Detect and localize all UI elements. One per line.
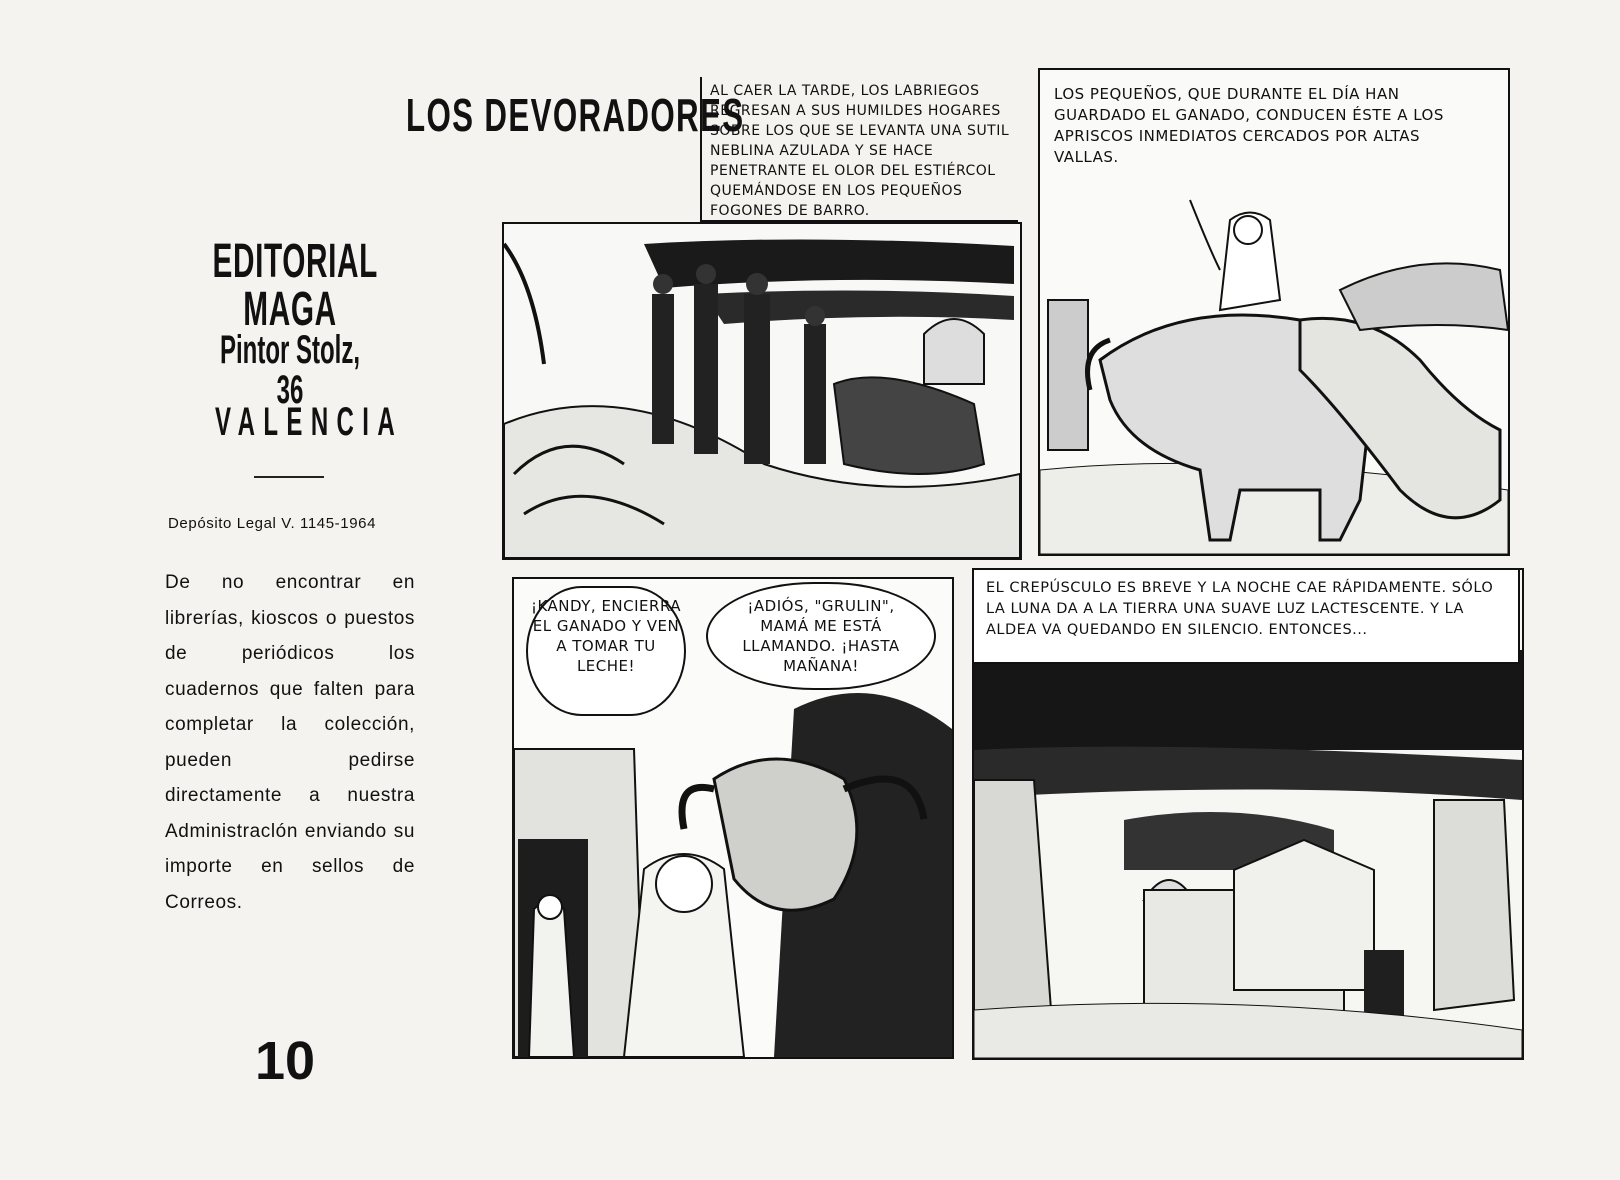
publisher-street: Pintor Stolz, 36 <box>219 328 360 412</box>
speech-bubble-mother <box>526 586 686 716</box>
publisher-city: VALENCIA <box>215 400 404 444</box>
panel-2-caption: LOS PEQUEÑOS, QUE DURANTE EL DÍA HAN GUARDADO EL GANADO, CONDUCEN ÉSTE A LOS APRISCOS INMEDIATOS CERCADOS POR ALTAS VALLAS. <box>1054 85 1444 166</box>
page-number: 10 <box>255 1031 316 1091</box>
panel-1-caption: AL CAER LA TARDE, LOS LABRIEGOS REGRESAN A SUS HUMILDES HOGARES SOBRE LOS QUE SE LEVANTA UNA SUTIL NEBLINA AZULADA Y SE HACE PENETRANTE EL OLOR DEL ESTIÉRCOL QUEMÁNDOSE EN LOS PEQUEÑOS FOGONES DE BARRO. <box>700 77 1018 222</box>
panel-4-caption: EL CREPÚSCULO ES BREVE Y LA NOCHE CAE RÁPIDAMENTE. SÓLO LA LUNA DA A LA TIERRA UNA SUAVE LUZ LACTESCENTE. Y LA ALDEA VA QUEDANDO EN SILENCIO. ENTONCES... <box>972 568 1520 664</box>
speech-bubble-boy-text: ¡ADIÓS, "GRULIN", MAMÁ ME ESTÁ LLAMANDO. ¡HASTA MAÑANA! <box>742 597 900 675</box>
back-issue-notice: De no encontrar en librerías, kioscos o puestos de periódicos los cuadernos que falten para completar la colección, pueden pedirse directamente a nuestra Administraclón enviando su importe en sellos de Correos. <box>165 572 415 913</box>
panel-1 <box>502 222 1022 560</box>
series-title: LOS DEVORADORES <box>406 89 745 141</box>
panel-1-artwork <box>504 224 1020 558</box>
speech-bubble-mother-text: ¡KANDY, ENCIERRA EL GANADO Y VEN A TOMAR TU LECHE! <box>530 597 682 675</box>
legal-deposit: Depósito Legal V. 1145-1964 <box>168 515 377 532</box>
publisher-name: EDITORIAL MAGA <box>212 235 378 336</box>
speech-bubble-boy <box>706 582 936 690</box>
divider <box>254 476 324 478</box>
